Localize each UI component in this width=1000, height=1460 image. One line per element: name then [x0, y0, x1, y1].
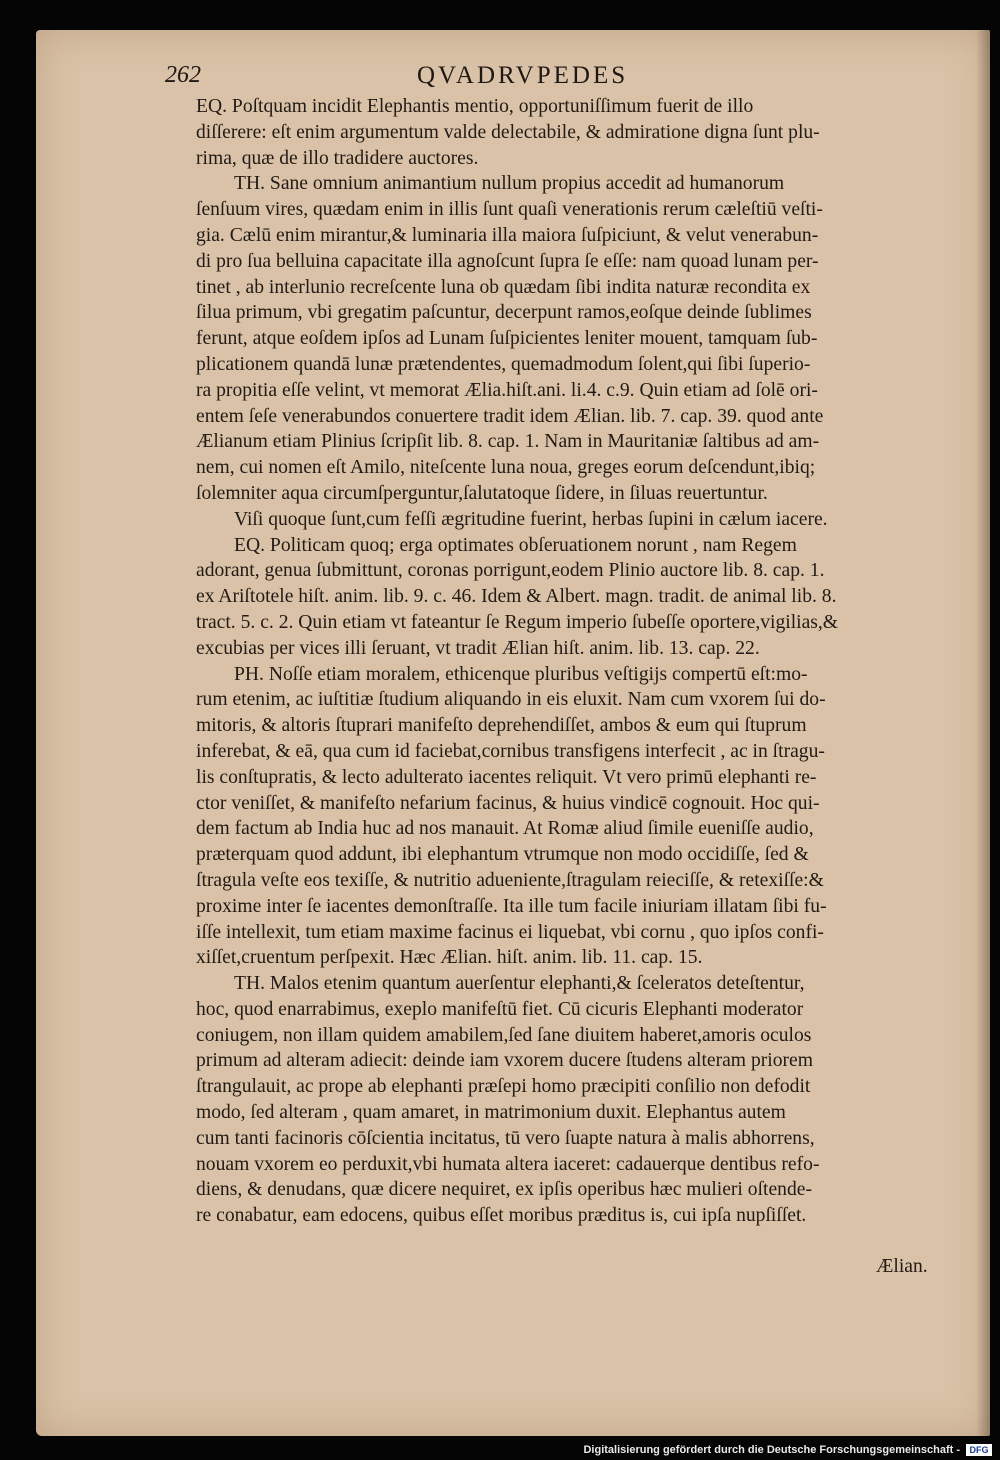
- text-line: primum ad alteram adiecit: deinde iam vxorem ducere ſtudens alteram priorem: [196, 1050, 813, 1072]
- text-line: EQ. Poſtquam incidit Elephantis mentio, opportuniſſimum fuerit de illo: [196, 96, 754, 117]
- text-line: diens, & denudans, quæ dicere nequiret, ex ipſis operibus hæc mulieri oſtende-: [196, 1179, 812, 1201]
- digitization-credit: Digitalisierung gefördert durch die Deutsche Forschungsgemeinschaft -: [583, 1444, 960, 1456]
- text-line: mitoris, & altoris ſtuprari manifeſto deprehendiſſet, ambos & eum qui ſtuprum: [196, 715, 807, 737]
- text-line: ſtragula veſte eos texiſſe, & nutritio adueniente,ſtragulam reieciſſe, & retexiſſe:&: [196, 869, 824, 891]
- text-line: adorant, genua ſubmittunt, coronas porrigunt,eodem Plinio auctore lib. 8. cap. 1.: [196, 560, 825, 582]
- text-line: ferunt, atque eoſdem ipſos ad Lunam ſuſpicientes leniter mouent, tamquam ſub-: [196, 328, 818, 350]
- text-line: iſſe intellexit, tum etiam maxime facinus ei liquebat, vbi cornu , quo ipſos confi-: [196, 921, 824, 943]
- text-line: inferebat, & eā, qua cum id faciebat,cornibus transfigens interfecit , ac in ſtragu-: [196, 740, 825, 762]
- text-line: diſſerere: eſt enim argumentum valde delectabile, & admiratione digna ſunt plu-: [196, 121, 820, 143]
- body-text: [196, 94, 951, 1229]
- text-line: hoc, quod enarrabimus, exeplo manifeſtū fiet. Cū cicuris Elephanti moderator: [196, 998, 804, 1020]
- text-line: Viſi quoque ſunt,cum feſſi ægritudine fuerint, herbas ſupini in cælum iacere.: [234, 508, 828, 530]
- text-line: tinet , ab interlunio recreſcente luna ob quædam ſibi indita naturæ recondita ex: [196, 276, 811, 298]
- text-line: dem factum ab India huc ad nos manauit. At Romæ aliud ſimile eueniſſe audio,: [196, 818, 814, 840]
- text-line: præterquam quod addunt, ibi elephantum vtrumque non modo occidiſſe, ſed &: [196, 844, 809, 866]
- page-number: 262: [165, 62, 201, 88]
- text-line: PH. Noſſe etiam moralem, ethicenque pluribus veſtigijs compertū eſt:mo-: [234, 663, 808, 685]
- dfg-logo: DFG: [966, 1444, 992, 1456]
- text-line: rima, quæ de illo tradidere auctores.: [196, 147, 479, 169]
- text-line: EQ. Politicam quoq; erga optimates obſeruationem norunt , nam Regem: [234, 534, 797, 556]
- text-line: nouam vxorem eo perduxit,vbi humata altera iaceret: cadauerque dentibus refo-: [196, 1153, 820, 1175]
- page-header: [165, 62, 725, 96]
- text-line: ex Ariſtotele hiſt. anim. lib. 9. c. 46. Idem & Albert. magn. tradit. de animal lib. 8.: [196, 586, 837, 608]
- text-line: excubias per vices illi ſeruant, vt tradit Ælian hiſt. anim. lib. 13. cap. 22.: [196, 637, 760, 659]
- text-line: ſtrangulauit, ac prope ab elephanti præſepi homo præcipiti conſilio non defodit: [196, 1076, 811, 1098]
- text-line: TH. Sane omnium animantium nullum propius accedit ad humanorum: [234, 173, 785, 195]
- text-line: coniugem, non illam quidem amabilem,ſed ſane diuitem haberet,amoris oculos: [196, 1024, 812, 1046]
- text-line: re conabatur, eam edocens, quibus eſſet moribus præditus is, cui ipſa nupſiſſet.: [196, 1205, 807, 1227]
- text-line: ctor veniſſet, & manifeſto nefarium facinus, & huius vindicē cognouit. Hoc qui-: [196, 792, 820, 814]
- text-line: entem ſeſe venerabundos conuertere tradit idem Ælian. lib. 7. cap. 39. quod ante: [196, 405, 824, 427]
- text-line: modo, ſed alteram , quam amaret, in matrimonium duxit. Elephantus autem: [196, 1102, 786, 1124]
- text-line: ra propitia eſſe velint, vt memorat Ælia.hiſt.ani. li.4. c.9. Quin etiam ad ſolē ori-: [196, 379, 818, 401]
- text-line: cum tanti facinoris cōſcientia incitatus, tū vero ſuapte natura à malis abhorrens,: [196, 1127, 815, 1149]
- text-line: ſilua primum, vbi gregatim paſcuntur, decerpunt ramos,eoſque deinde ſublimes: [196, 302, 812, 324]
- text-line: tract. 5. c. 2. Quin etiam vt fateantur ſe Regum imperio ſubeſſe oportere,vigilias,&: [196, 611, 839, 633]
- text-line: proxime inter ſe iacentes demonſtraſſe. Ita ille tum facile iniuriam illatam ſibi fu-: [196, 895, 827, 917]
- text-line: TH. Malos etenim quantum auerſentur elephanti,& ſceleratos deteſtentur,: [234, 973, 805, 995]
- text-line: rum etenim, ac iuſtitiæ ſtudium aliquando in eis eluxit. Nam cum vxorem ſui do-: [196, 689, 826, 711]
- text-line: lis conſtupratis, & lecto adulterato iacentes reliquit. Vt vero primū elephanti re-: [196, 766, 817, 788]
- text-line: nem, cui nomen eſt Amilo, niteſcente luna noua, greges eorum deſcendunt,ibiq;: [196, 457, 816, 479]
- text-line: ſolemniter aqua circumſperguntur,ſalutatoque ſidere, in ſiluas reuertuntur.: [196, 482, 768, 504]
- text-line: plicationem quandā lunæ prætendentes, quemadmodum ſolent,qui ſibi ſuperio-: [196, 353, 811, 375]
- text-line: gia. Cælū enim mirantur,& luminaria illa maiora ſuſpiciunt, & velut venerabun-: [196, 224, 819, 246]
- text-line: xiſſet,cruentum perſpexit. Hæc Ælian. hiſt. anim. lib. 11. cap. 15.: [196, 947, 703, 969]
- text-line: ſenſuum vires, quædam enim in illis ſunt quaſi venerationis rerum cæleſtiū veſti-: [196, 199, 823, 221]
- text-line: Ælianum etiam Plinius ſcripſit lib. 8. cap. 1. Nam in Mauritaniæ ſaltibus ad am-: [196, 431, 820, 453]
- catchword: Ælian.: [876, 1256, 928, 1277]
- page-edge-shadow: [976, 30, 990, 1436]
- running-title: QVADRVPEDES: [417, 62, 629, 89]
- text-line: di pro ſua belluina capacitate illa agnoſcunt ſupra ſe eſſe: nam quoad lunam per-: [196, 250, 819, 272]
